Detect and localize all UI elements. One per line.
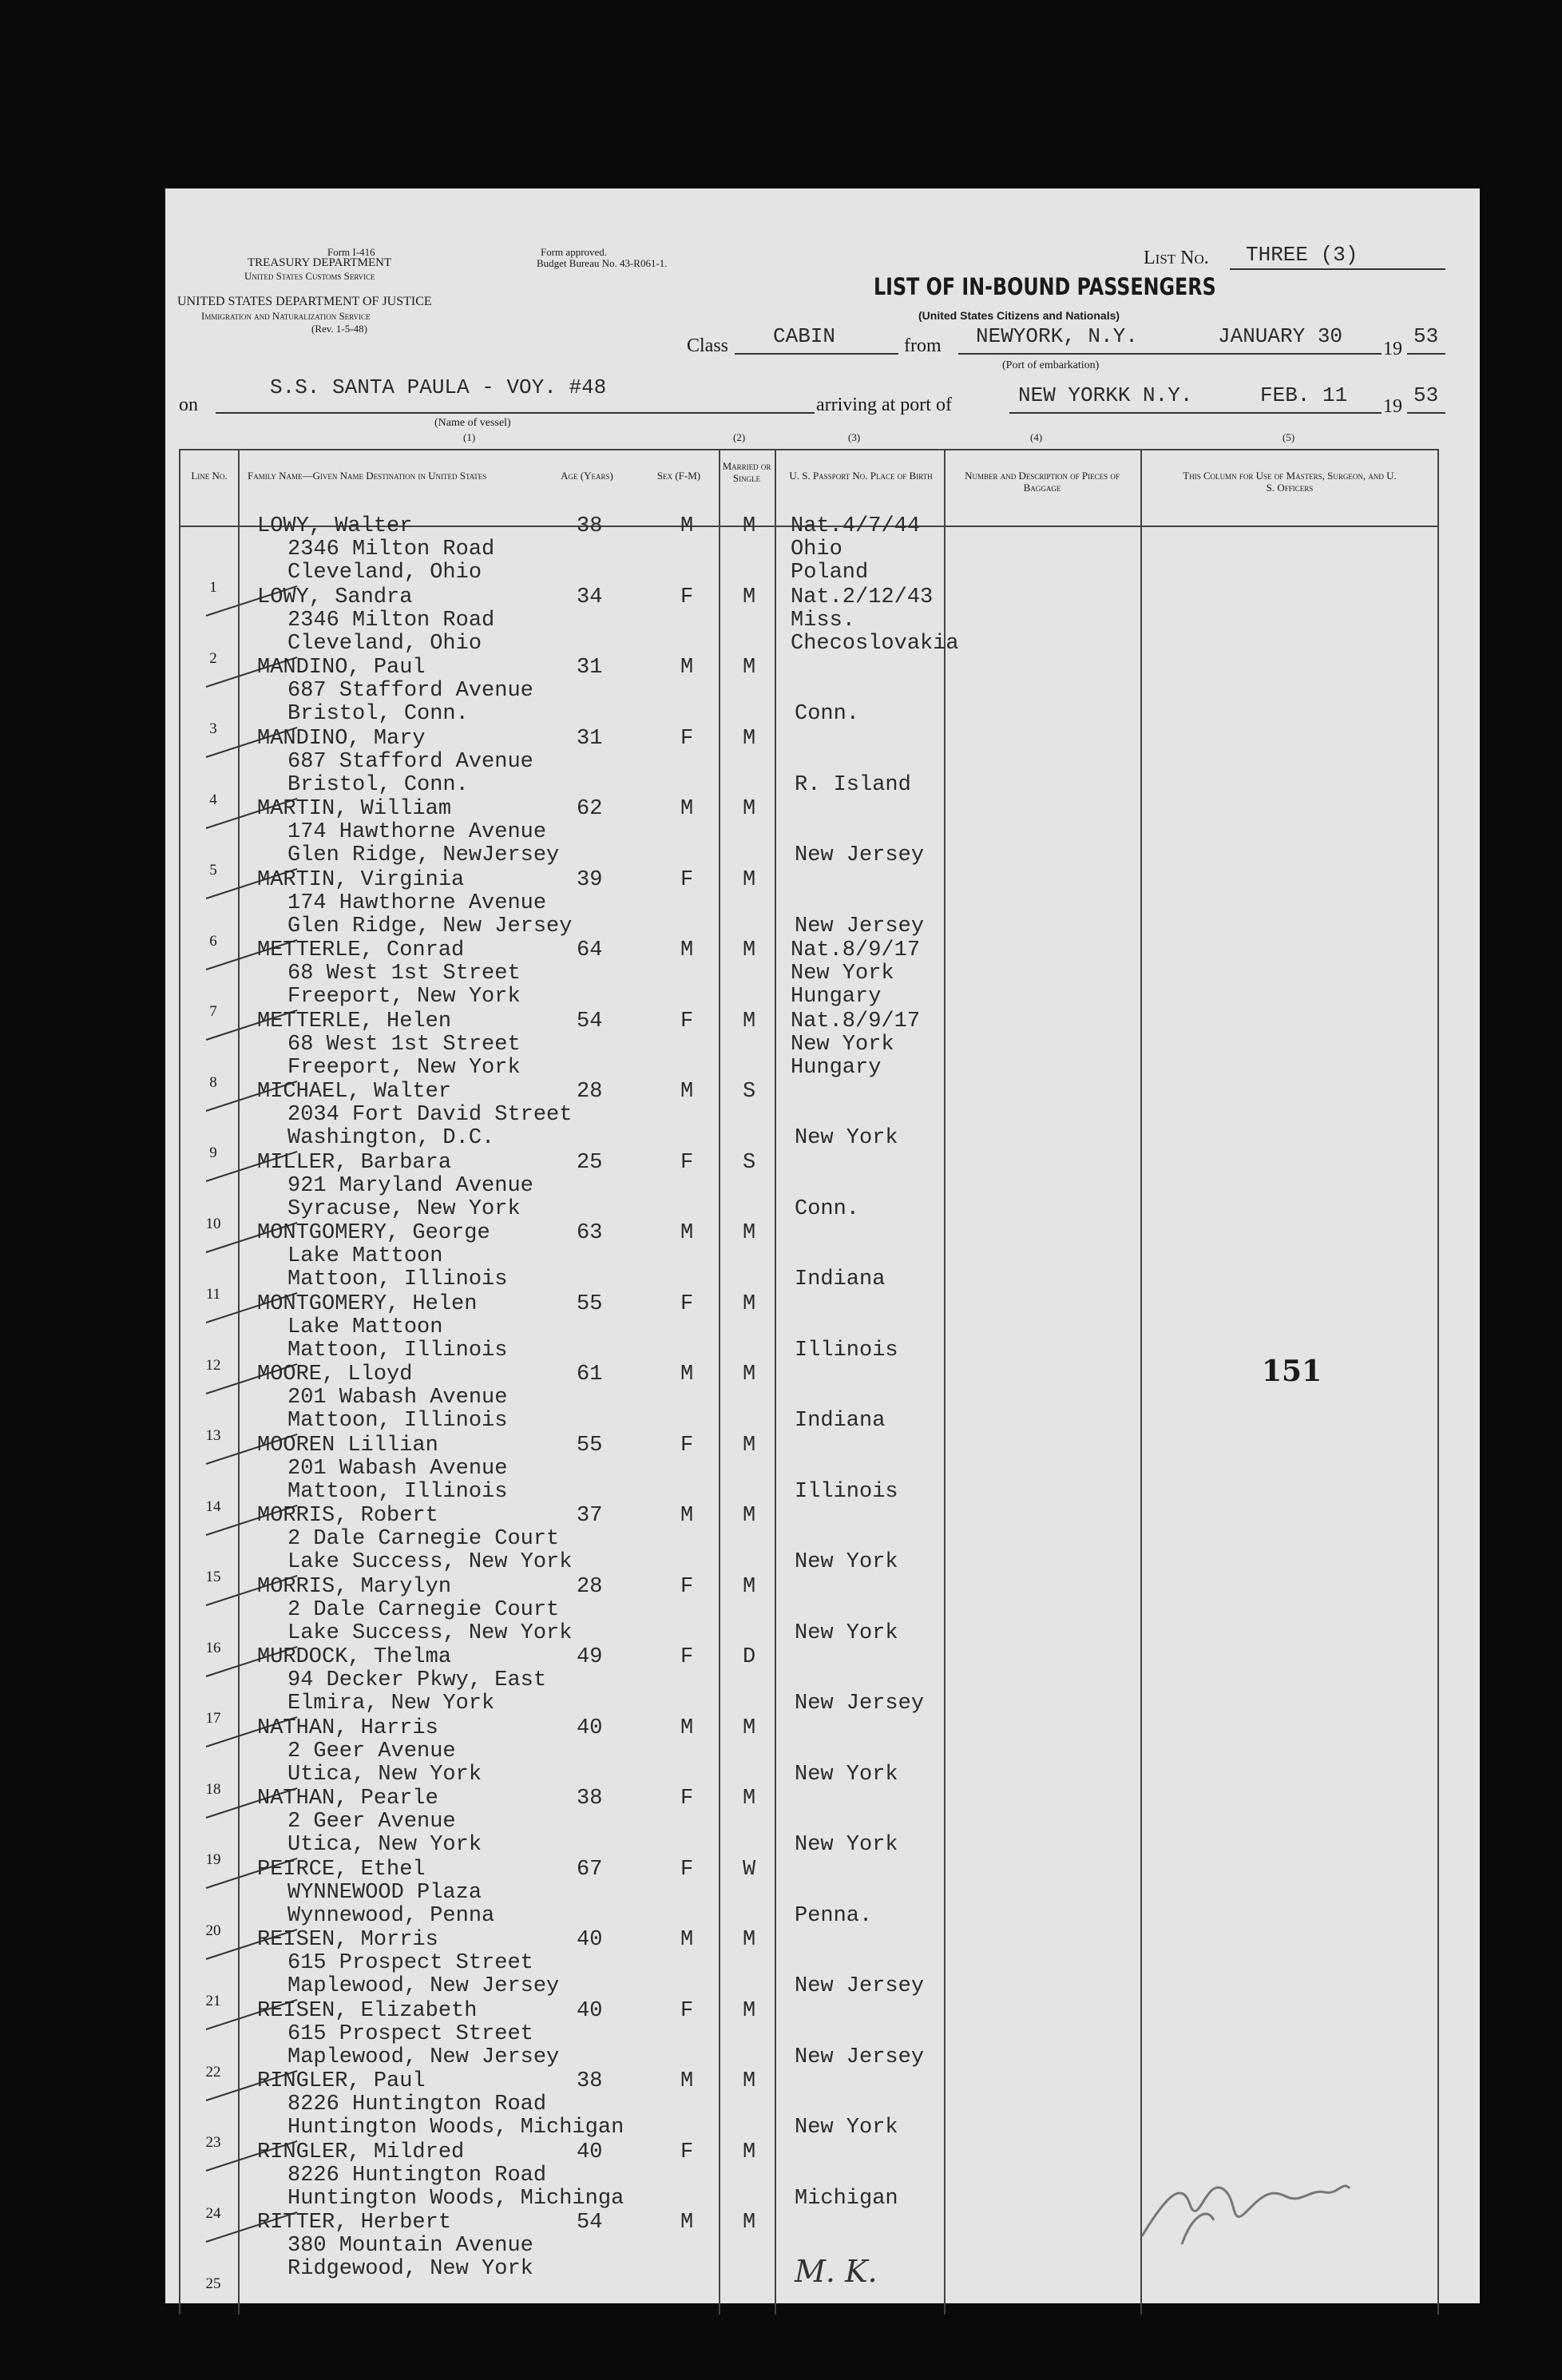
place-of-birth: New Jersey — [795, 914, 925, 938]
passenger-sex: M — [680, 1928, 694, 1952]
passenger-marital-status: S — [743, 1150, 756, 1175]
passenger-marital-status: M — [743, 1433, 756, 1458]
line-number: 18 — [205, 1780, 221, 1798]
passenger-age: 40 — [577, 1998, 603, 2023]
arrival-year: 53 — [1413, 383, 1439, 407]
passenger-sex: F — [680, 1433, 694, 1458]
passenger-city: Mattoon, Illinois — [287, 1479, 508, 1504]
place-of-birth: R. Island — [795, 772, 911, 797]
place-of-birth: New Jersey — [795, 843, 925, 867]
passenger-address: 687 Stafford Avenue — [287, 749, 533, 774]
passenger-age: 38 — [577, 2069, 603, 2093]
line-number: 2 — [209, 649, 217, 667]
from-label: from — [904, 335, 942, 356]
passenger-marital-status: M — [743, 514, 756, 538]
passenger-city: Bristol, Conn. — [287, 702, 469, 726]
passenger-marital-status: M — [743, 867, 756, 892]
passenger-marital-status: M — [743, 1221, 756, 1245]
line-number: 14 — [205, 1497, 221, 1515]
place-of-birth: New York — [791, 1032, 894, 1057]
passenger-city: Bristol, Conn. — [287, 772, 469, 797]
passenger-marital-status: M — [743, 1363, 756, 1386]
passenger-name: RINGLER, Mildred — [257, 2140, 465, 2164]
passenger-name: REISEN, Elizabeth — [257, 1998, 478, 2023]
passenger-city: Washington, D.C. — [287, 1126, 495, 1150]
passenger-age: 28 — [577, 1574, 603, 1599]
place-of-birth: Indiana — [795, 1409, 886, 1433]
passenger-sex: F — [680, 585, 694, 609]
binder-hole — [96, 871, 133, 907]
passenger-address: 8226 Huntington Road — [287, 2163, 547, 2188]
arrival-date: FEB. 11 — [1260, 383, 1348, 407]
passenger-name: MICHAEL, Walter — [257, 1080, 452, 1104]
arriving-label: arriving at port of — [816, 395, 952, 415]
passenger-city: Cleveland, Ohio — [287, 631, 482, 656]
passenger-address: 201 Wabash Avenue — [287, 1386, 508, 1410]
passenger-marital-status: M — [743, 1787, 756, 1811]
line-number: 5 — [209, 862, 217, 879]
place-of-birth: New York — [795, 1620, 898, 1645]
passenger-name: LOWY, Sandra — [257, 585, 413, 609]
place-of-birth: Penna. — [795, 1903, 873, 1928]
passenger-age: 54 — [577, 1009, 603, 1033]
passenger-name: MANDINO, Mary — [257, 726, 426, 751]
place-of-birth: Conn. — [795, 1196, 860, 1221]
passenger-name: NATHAN, Harris — [257, 1716, 438, 1740]
passenger-sex: F — [680, 1787, 694, 1811]
inspector-initials: M. K. — [795, 2254, 878, 2289]
passenger-address: 174 Hawthorne Avenue — [287, 820, 547, 844]
passenger-city: Lake Success, New York — [287, 1620, 573, 1645]
passenger-sex: M — [680, 1080, 694, 1104]
passenger-age: 61 — [577, 1363, 603, 1386]
passenger-address: 2 Dale Carnegie Court — [287, 1597, 560, 1622]
passenger-age: 31 — [577, 656, 603, 680]
place-of-birth: New York — [795, 2116, 898, 2140]
passenger-marital-status: D — [743, 1645, 756, 1669]
passenger-address: 921 Maryland Avenue — [287, 1173, 533, 1198]
line-number: 16 — [205, 1639, 221, 1656]
passenger-name: MANDINO, Paul — [257, 656, 426, 680]
passenger-city: Glen Ridge, New Jersey — [287, 914, 573, 938]
passenger-marital-status: M — [743, 938, 756, 962]
passenger-sex: M — [680, 514, 694, 538]
passenger-marital-status: M — [743, 1928, 756, 1952]
passenger-sex: M — [680, 1363, 694, 1386]
passenger-age: 39 — [577, 867, 603, 892]
col-passport: U. S. Passport No. Place of Birth — [789, 470, 933, 482]
binder-hole — [96, 2108, 133, 2145]
line-number: 19 — [205, 1851, 221, 1868]
col-officers: This Column for Use of Masters, Surgeon, and U. S. Officers — [1183, 470, 1397, 494]
col-num-2: (2) — [733, 431, 746, 443]
passenger-sex: F — [680, 1150, 694, 1175]
passenger-sex: M — [680, 2211, 694, 2235]
passenger-name: METTERLE, Conrad — [257, 938, 465, 962]
line-number: 10 — [205, 1215, 221, 1232]
passenger-city: Mattoon, Illinois — [287, 1409, 508, 1433]
passport-naturalization: Nat.4/7/44 — [791, 514, 921, 538]
passenger-address: 380 Mountain Avenue — [287, 2234, 533, 2258]
passenger-age: 54 — [577, 2211, 603, 2235]
line-number: 25 — [205, 2275, 221, 2292]
passenger-name: PEIRCE, Ethel — [257, 1857, 426, 1882]
passenger-sex: F — [680, 1574, 694, 1599]
passenger-marital-status: M — [743, 1574, 756, 1599]
departure-date: JANUARY 30 — [1218, 324, 1343, 348]
passenger-age: 28 — [577, 1080, 603, 1104]
passenger-name: MORRIS, Marylyn — [257, 1574, 452, 1599]
passenger-age: 40 — [577, 2140, 603, 2164]
passenger-age: 55 — [577, 1433, 603, 1458]
passenger-age: 40 — [577, 1928, 603, 1952]
passenger-address: 2034 Fort David Street — [287, 1103, 573, 1127]
col-num-3: (3) — [848, 431, 861, 443]
on-label: on — [179, 395, 198, 415]
year-prefix: 19 — [1383, 339, 1402, 359]
passenger-sex: F — [680, 1645, 694, 1669]
passenger-address: Lake Mattoon — [287, 1244, 443, 1268]
passenger-city: Utica, New York — [287, 1833, 482, 1857]
passenger-name: MOOREN Lillian — [257, 1433, 438, 1458]
passenger-marital-status: M — [743, 1998, 756, 2023]
passenger-city: Huntington Woods, Michinga — [287, 2186, 624, 2211]
passenger-city: Maplewood, New Jersey — [287, 2045, 560, 2069]
col-num-5: (5) — [1283, 431, 1295, 443]
passenger-age: 38 — [577, 1787, 603, 1811]
passenger-city: Utica, New York — [287, 1762, 482, 1787]
passenger-sex: M — [680, 1221, 694, 1245]
passenger-address: 2346 Milton Road — [287, 537, 495, 561]
passenger-city: Ridgewood, New York — [287, 2257, 533, 2281]
immigration-service: Immigration and Naturalization Service — [201, 310, 371, 322]
passenger-age: 34 — [577, 585, 603, 609]
passenger-marital-status: M — [743, 2140, 756, 2164]
passenger-address: 2 Geer Avenue — [287, 1739, 456, 1763]
passenger-address: 2346 Milton Road — [287, 608, 495, 633]
passenger-age: 25 — [577, 1150, 603, 1175]
passenger-marital-status: M — [743, 726, 756, 751]
line-number: 24 — [205, 2204, 221, 2222]
place-of-birth: New Jersey — [795, 1974, 925, 1998]
place-of-birth: New York — [791, 962, 894, 986]
col-name: Family Name—Given Name Destination in United States — [248, 470, 487, 482]
passenger-address: 2 Geer Avenue — [287, 1810, 456, 1834]
passenger-sex: M — [680, 1504, 694, 1528]
passenger-age: 40 — [577, 1716, 603, 1740]
passenger-marital-status: M — [743, 2069, 756, 2093]
passenger-sex: M — [680, 938, 694, 962]
line-number: 20 — [205, 1922, 221, 1939]
col-num-1: (1) — [463, 431, 476, 443]
passenger-name: MARTIN, William — [257, 797, 452, 821]
passenger-address: Lake Mattoon — [287, 1315, 443, 1339]
class-label: Class — [687, 335, 729, 356]
passenger-city: Mattoon, Illinois — [287, 1267, 508, 1291]
passenger-city: Glen Ridge, NewJersey — [287, 843, 560, 867]
passenger-age: 31 — [577, 726, 603, 751]
passenger-marital-status: M — [743, 656, 756, 680]
passenger-sex: M — [680, 797, 694, 821]
passenger-city: Huntington Woods, Michigan — [287, 2116, 624, 2140]
line-number: 22 — [205, 2063, 221, 2081]
country-of-birth: Checoslovakia — [791, 631, 959, 656]
passport-naturalization: Nat.8/9/17 — [791, 1009, 921, 1033]
passenger-marital-status: M — [743, 797, 756, 821]
place-of-birth: New Jersey — [795, 2045, 925, 2069]
passenger-sex: F — [680, 726, 694, 751]
passenger-age: 49 — [577, 1645, 603, 1669]
col-sex: Sex (F-M) — [656, 470, 701, 482]
passenger-address: 201 Wabash Avenue — [287, 1456, 508, 1481]
place-of-birth: Miss. — [791, 608, 856, 633]
passport-naturalization: Nat.2/12/43 — [791, 585, 934, 609]
revision: (Rev. 1-5-48) — [311, 323, 367, 335]
page-title: LIST OF IN-BOUND PASSENGERS — [874, 273, 1216, 300]
passenger-address: 68 West 1st Street — [287, 1032, 521, 1057]
passenger-sex: M — [680, 2069, 694, 2093]
passenger-address: 8226 Huntington Road — [287, 2092, 547, 2116]
passenger-name: MARTIN, Virginia — [257, 867, 465, 892]
customs-service: United States Customs Service — [244, 270, 375, 282]
col-line-no: Line No. — [191, 470, 228, 482]
line-number: 7 — [209, 1003, 217, 1020]
from-value: NEWYORK, N.Y. — [976, 324, 1138, 348]
line-number: 15 — [205, 1569, 221, 1585]
passenger-name: LOWY, Walter — [257, 514, 413, 538]
passenger-marital-status: M — [743, 1009, 756, 1033]
place-of-birth: Indiana — [795, 1267, 886, 1291]
treasury-dept: TREASURY DEPARTMENT — [248, 256, 392, 269]
line-number: 13 — [205, 1427, 221, 1444]
place-of-birth: New York — [795, 1550, 898, 1574]
passenger-name: METTERLE, Helen — [257, 1009, 452, 1033]
passenger-city: Lake Success, New York — [287, 1550, 573, 1574]
passenger-marital-status: M — [743, 1291, 756, 1316]
passenger-address: 615 Prospect Street — [287, 2021, 533, 2046]
passenger-marital-status: M — [743, 1504, 756, 1528]
line-number: 8 — [209, 1073, 217, 1091]
line-number: 1 — [209, 579, 217, 596]
passenger-city: Syracuse, New York — [287, 1196, 521, 1221]
passenger-sex: F — [680, 1998, 694, 2023]
port-embarkation-label: (Port of embarkation) — [1002, 359, 1100, 371]
vessel-name: S.S. SANTA PAULA - VOY. #48 — [270, 375, 607, 399]
place-of-birth: Ohio — [791, 537, 842, 561]
passenger-name: RITTER, Herbert — [257, 2211, 452, 2235]
page-subtitle: (United States Citizens and Nationals) — [918, 309, 1120, 322]
passenger-age: 55 — [577, 1291, 603, 1316]
table-top-rule — [179, 449, 1437, 450]
country-of-birth: Hungary — [791, 985, 882, 1009]
place-of-birth: New York — [795, 1126, 898, 1150]
passenger-age: 38 — [577, 514, 603, 538]
passenger-age: 64 — [577, 938, 603, 962]
col-baggage: Number and Description of Pieces of Baggage — [965, 470, 1120, 494]
line-number: 9 — [209, 1144, 217, 1161]
list-no-label: List No. — [1144, 248, 1209, 268]
passenger-sex: F — [680, 867, 694, 892]
passenger-name: MOORE, Lloyd — [257, 1363, 413, 1386]
passenger-city: Freeport, New York — [287, 985, 521, 1009]
passenger-sex: F — [680, 1009, 694, 1033]
line-number: 12 — [205, 1356, 221, 1374]
passenger-age: 63 — [577, 1221, 603, 1245]
passenger-marital-status: S — [743, 1080, 756, 1104]
passenger-address: 68 West 1st Street — [287, 962, 521, 986]
handwritten-signature — [1134, 2148, 1374, 2260]
passenger-city: Freeport, New York — [287, 1055, 521, 1080]
binder-hole — [96, 1593, 133, 1630]
place-of-birth: New Jersey — [795, 1692, 925, 1716]
passport-naturalization: Nat.8/9/17 — [791, 938, 921, 962]
place-of-birth: Illinois — [795, 1338, 898, 1363]
line-number: 11 — [205, 1286, 221, 1303]
passenger-address: 615 Prospect Street — [287, 1951, 533, 1975]
passenger-marital-status: M — [743, 2211, 756, 2235]
form-number: Form I-416 — [327, 246, 375, 258]
line-number: 3 — [209, 720, 217, 737]
passenger-address: 174 Hawthorne Avenue — [287, 891, 547, 915]
passenger-age: 62 — [577, 797, 603, 821]
justice-dept: UNITED STATES DEPARTMENT OF JUSTICE — [177, 295, 432, 308]
passenger-name: MORRIS, Robert — [257, 1504, 438, 1528]
line-number: 23 — [205, 2134, 221, 2151]
list-no-value: THREE (3) — [1246, 243, 1358, 267]
passenger-address: 2 Dale Carnegie Court — [287, 1527, 560, 1551]
passenger-marital-status: M — [743, 585, 756, 609]
passenger-sex: F — [680, 1291, 694, 1316]
passenger-address: WYNNEWOOD Plaza — [287, 1880, 482, 1905]
country-of-birth: Poland — [791, 561, 869, 585]
passenger-sex: M — [680, 656, 694, 680]
passenger-city: Wynnewood, Penna — [287, 1903, 495, 1928]
passenger-name: RINGLER, Paul — [257, 2069, 426, 2093]
vessel-label: (Name of vessel) — [434, 417, 511, 429]
place-of-birth: Illinois — [795, 1479, 898, 1504]
passenger-address: 687 Stafford Avenue — [287, 679, 533, 703]
arrival-year-prefix: 19 — [1383, 396, 1402, 417]
passenger-marital-status: M — [743, 1716, 756, 1740]
class-value: CABIN — [773, 324, 836, 348]
passenger-age: 37 — [577, 1504, 603, 1528]
passenger-name: MURDOCK, Thelma — [257, 1645, 452, 1669]
passenger-age: 67 — [577, 1857, 603, 1882]
col-married: Married or Single — [722, 460, 771, 484]
passenger-name: REISEN, Morris — [257, 1928, 438, 1952]
passenger-name: MONTGOMERY, Helen — [257, 1291, 478, 1316]
col-age: Age (Years) — [561, 470, 613, 482]
passenger-name: MILLER, Barbara — [257, 1150, 452, 1175]
line-number: 6 — [209, 932, 217, 950]
passenger-sex: F — [680, 1857, 694, 1882]
binder-hole — [96, 743, 133, 779]
passenger-address: 94 Decker Pkwy, East — [287, 1668, 547, 1692]
line-number: 21 — [205, 1993, 221, 2009]
passenger-city: Maplewood, New Jersey — [287, 1974, 560, 1998]
stamp-number: 151 — [1262, 1355, 1322, 1388]
passenger-name: MONTGOMERY, George — [257, 1221, 490, 1245]
form-approved: Form approved. — [541, 246, 608, 258]
departure-year: 53 — [1413, 324, 1439, 348]
passenger-sex: F — [680, 2140, 694, 2164]
col-num-4: (4) — [1030, 431, 1043, 443]
line-number: 4 — [209, 791, 217, 808]
arrival-port: NEW YORKK N.Y. — [1018, 383, 1193, 407]
budget-bureau: Budget Bureau No. 43-R061-1. — [537, 257, 668, 269]
passenger-marital-status: W — [743, 1857, 756, 1882]
place-of-birth: Conn. — [795, 702, 860, 726]
passenger-sex: M — [680, 1716, 694, 1740]
passenger-name: NATHAN, Pearle — [257, 1787, 438, 1811]
line-number: 17 — [205, 1710, 221, 1727]
passenger-city: Mattoon, Illinois — [287, 1338, 508, 1363]
country-of-birth: Hungary — [791, 1055, 882, 1080]
passenger-city: Cleveland, Ohio — [287, 561, 482, 585]
place-of-birth: New York — [795, 1833, 898, 1857]
passenger-city: Elmira, New York — [287, 1692, 495, 1716]
place-of-birth: Michigan — [795, 2186, 898, 2211]
place-of-birth: New York — [795, 1762, 898, 1787]
